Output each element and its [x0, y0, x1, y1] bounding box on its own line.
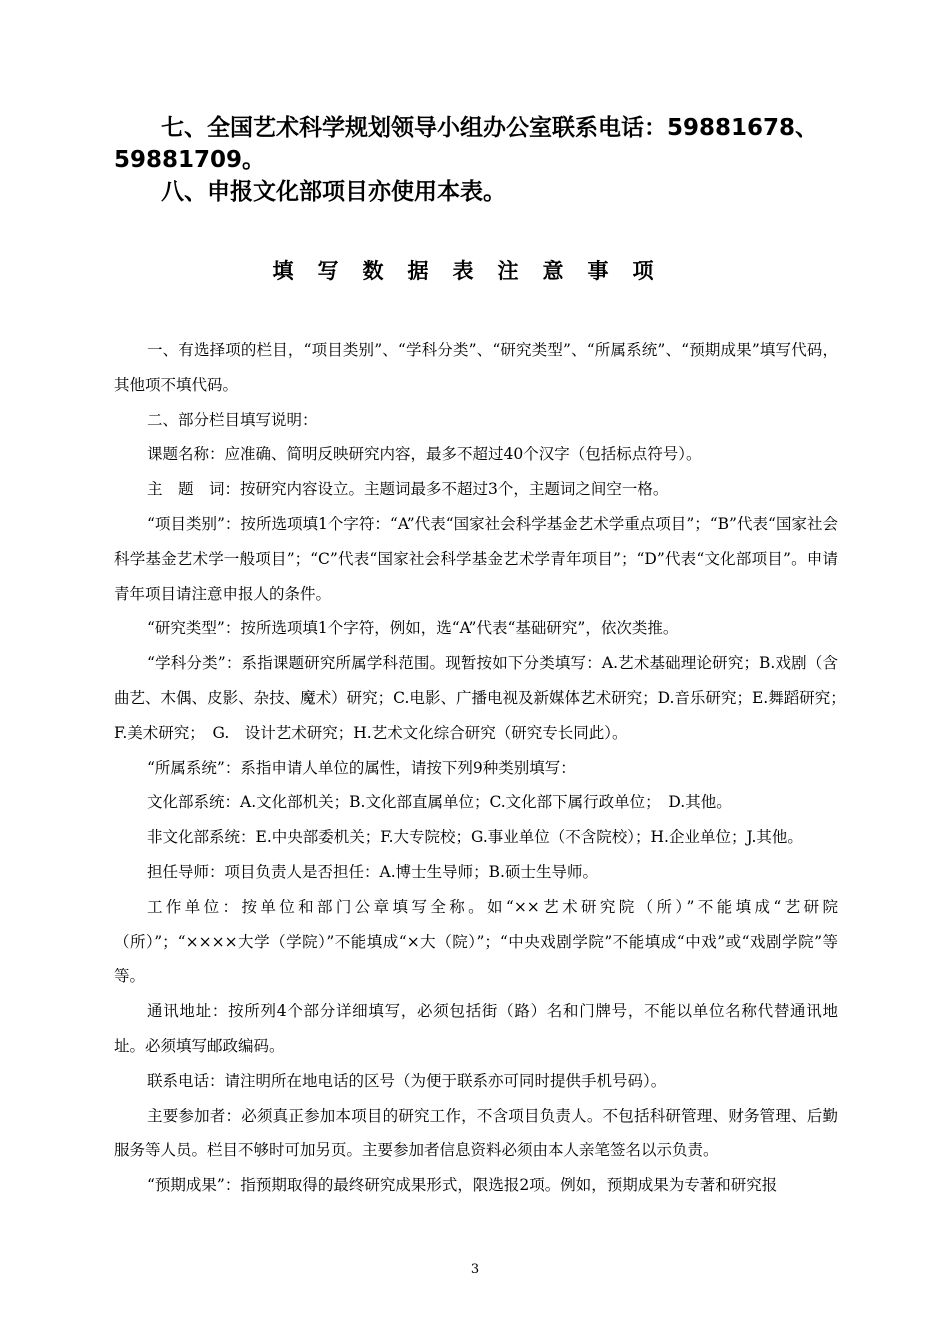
section-title: 填写数据表注意事项	[272, 258, 678, 283]
paragraph: 非文化部系统：E.中央部委机关；F.大专院校；G.事业单位（不含院校）；H.企业单位；J.其他。	[147, 828, 803, 847]
paragraph: “研究类型”：按所选项填1个字符，例如，选“A”代表“基础研究”，依次类推。	[147, 619, 679, 638]
paragraph: 主 题 词：按研究内容设立。主题词最多不超过3个，主题词之间空一格。	[147, 480, 669, 499]
paragraph: “所属系统”：系指申请人单位的属性，请按下列9种类别填写：	[147, 758, 576, 777]
paragraph: 担任导师：项目负责人是否担任：A.博士生导师；B.硕士生导师。	[147, 862, 598, 881]
page-number: 3	[470, 1262, 480, 1277]
paragraph: 主要参加者：必须真正参加本项目的研究工作，不含项目负责人。不包括科研管理、财务管理、后勤服务等人员。栏目不够时可加另页。主要参加者信息资料必须由本人亲笔签名以示负责。	[114, 1106, 838, 1160]
paragraph: 工作单位：按单位和部门公章填写全称。如“××艺术研究院（所）”不能填成“艺研院（所）”；“××××大学（学院）”不能填成“×大（院）”；“中央戏剧学院”不能填成“中戏”或“戏剧学院”等等。	[114, 897, 838, 986]
paragraph: 课题名称：应准确、简明反映研究内容，最多不超过40个汉字（包括标点符号）。	[147, 445, 702, 464]
contact-phone-line: 七、全国艺术科学规划领导小组办公室联系电话：59881678、	[161, 115, 819, 141]
contact-phone-line-continued: 59881709。	[114, 147, 266, 173]
paragraph: 联系电话：请注明所在地电话的区号（为便于联系亦可同时提供手机号码）。	[147, 1071, 667, 1090]
paragraph: “学科分类”：系指课题研究所属学科范围。现暂按如下分类填写：A.艺术基础理论研究；B.戏剧（含曲艺、木偶、皮影、杂技、魔术）研究；C.电影、广播电视及新媒体艺术研究；D.音乐研究；E.舞蹈研究； F.美术研究； G. 设计艺术研究；H.艺术文化综合研究（研究专长同此）。	[114, 654, 854, 742]
paragraph: 二、部分栏目填写说明：	[147, 410, 318, 429]
paragraph: 通讯地址：按所列4个部分详细填写，必须包括街（路）名和门牌号，不能以单位名称代替通讯地址。必须填写邮政编码。	[114, 1002, 838, 1055]
paragraph: 文化部系统：A.文化部机关；B.文化部直属单位；C.文化部下属行政单位； D.其他。	[147, 793, 732, 812]
paragraph: 一、有选择项的栏目，“项目类别”、“学科分类”、“研究类型”、“所属系统”、“预期成果”填写代码，其他项不填代码。	[114, 341, 838, 394]
paragraph: “项目类别”：按所选项填1个字符：“A”代表“国家社会科学基金艺术学重点项目”；“B”代表“国家社会科学基金艺术学一般项目”；“C”代表“国家社会科学基金艺术学青年项目”；“D”代表“文化部项目”。申请青年项目请注意申报人的条件。	[114, 514, 838, 603]
paragraph: “预期成果”：指预期取得的最终研究成果形式，限选报2项。例如，预期成果为专著和研究报	[147, 1176, 778, 1195]
ministry-project-note: 八、申报文化部项目亦使用本表。	[161, 179, 506, 205]
instructions-body	[114, 333, 854, 1203]
